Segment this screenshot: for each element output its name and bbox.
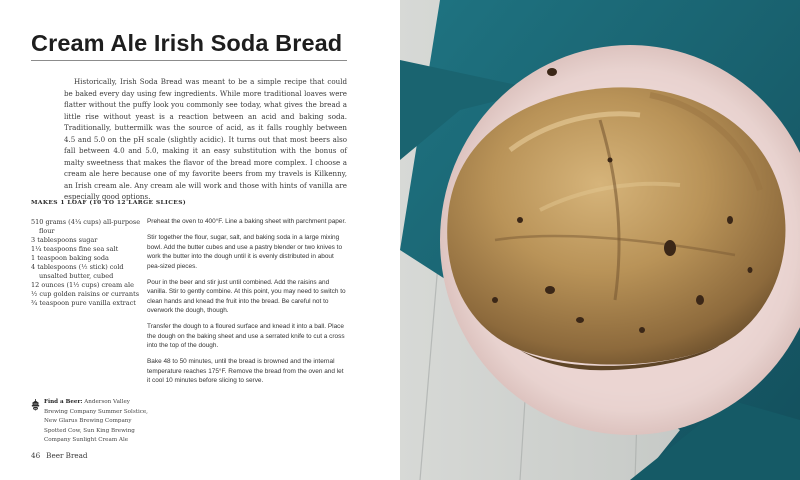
- title-divider: [31, 60, 347, 61]
- ingredient-item: ¾ teaspoon pure vanilla extract: [31, 298, 136, 307]
- ingredient-item: 4 tablespoons (½ stick) cold unsalted butter, cubed: [31, 262, 124, 280]
- section-name: Beer Bread: [46, 451, 88, 460]
- find-a-beer-text: Anderson Valley Brewing Company Summer Solstice, New Glarus Brewing Company Spotted Cow, Sun King Brewing Company Sunlight Cream Ale: [44, 399, 148, 444]
- recipe-title: Cream Ale Irish Soda Bread: [31, 30, 343, 56]
- bread-photo: [400, 0, 800, 480]
- ingredient-item: 3 tablespoons sugar: [31, 235, 98, 244]
- method-step: Pour in the beer and stir just until combined. Add the raisins and vanilla. Stir to gently combine. At this point, you may need to switch to clean hands and knead the fruit into the bread. Be careful not to overwork the dough, though.: [147, 278, 346, 315]
- find-a-beer-label: Find a Beer:: [44, 399, 83, 405]
- hops-icon: [30, 399, 41, 411]
- recipe-intro: Historically, Irish Soda Bread was meant to be a simple recipe that could be baked every day using few ingredients. While more traditional loaves were flatter without the puffy look you commonly see today, what gives the bread a little rise without yeast is a reaction between an acid and baking soda. Traditionally, buttermilk was the source of acid, as it falls roughly between 4.5 and 5.0 on the pH scale (slightly acidic). It turns out that most beers also fall between 4.0 and 5.0, making it an easy substitution with the bonus of malty sweetness that makes the flavor of the bread more complex. I choose a cream ale here because one of my favorite beers from my travels is Kilkenny, an Irish cream ale. Any cream ale will work and those with hints of vanilla are especially good options.: [64, 77, 347, 202]
- ingredient-item: ½ cup golden raisins or currants: [31, 289, 140, 298]
- method-step: Stir together the flour, sugar, salt, and baking soda in a large mixing bowl. Add the butter cubes and use a pastry blender or two knives to work the butter into the dough until it is evenly distributed in about pea-sized pieces.: [147, 234, 343, 270]
- ingredient-item: 1 teaspoon baking soda: [31, 253, 109, 262]
- bread-on-plate-image: [400, 0, 800, 480]
- method-step: Preheat the oven to 400°F. Line a baking sheet with parchment paper.: [147, 218, 347, 225]
- find-a-beer-note: [31, 398, 155, 446]
- method-step: Transfer the dough to a floured surface and knead it into a ball. Place the dough on the baking sheet and use a serrated knife to cut a cross into the top of the dough.: [147, 323, 345, 350]
- ingredient-item: 510 grams (4¼ cups) all-purpose flour: [31, 218, 141, 235]
- page-footer: [31, 451, 88, 460]
- method-steps: [147, 217, 347, 392]
- ingredient-list: [31, 218, 143, 308]
- method-step: Bake 48 to 50 minutes, until the bread is browned and the internal temperature reaches 175°F. Remove the bread from the oven and let it cool 10 minutes before slicing to serve.: [147, 358, 344, 385]
- ingredient-item: 12 ounces (1½ cups) cream ale: [31, 280, 134, 289]
- page-number: 46: [31, 451, 41, 460]
- yield-heading: MAKES 1 LOAF (10 TO 12 LARGE SLICES): [31, 199, 187, 206]
- ingredient-item: 1¼ teaspoons fine sea salt: [31, 244, 119, 253]
